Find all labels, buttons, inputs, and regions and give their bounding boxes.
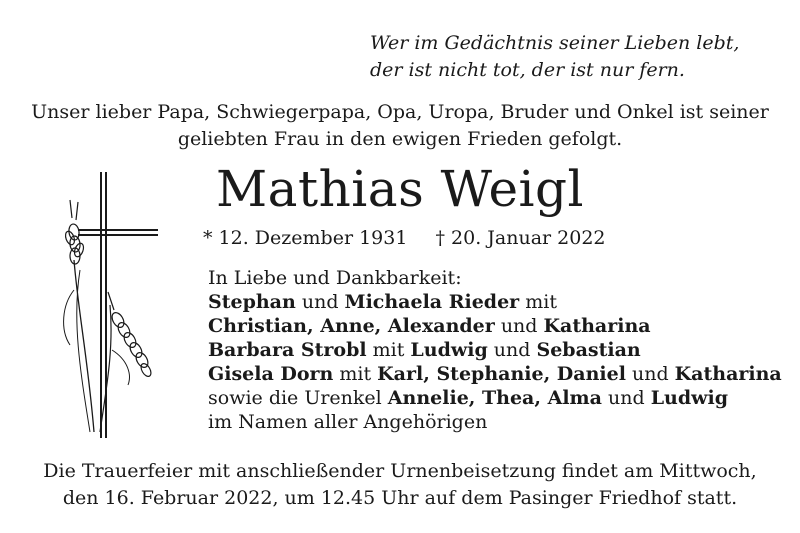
survivor-names: Michaela Rieder [344,291,520,313]
survivors-list [208,266,782,434]
survivor-names: Katharina [543,315,651,337]
deceased-name: Mathias Weigl [215,160,585,218]
connector-text: und [295,291,345,313]
connector-text: und [487,339,537,361]
survivors-closing: im Namen aller Angehörigen [208,411,488,433]
connector-text: sowie die Urenkel [208,387,388,409]
connector-text: und [625,363,675,385]
funeral-line: den 16. Februar 2022, um 12.45 Uhr auf dem Pasinger Friedhof statt. [62,487,738,509]
connector-text: mit [366,339,411,361]
intro-line: geliebten Frau in den ewigen Frieden gefolgt. [177,128,623,150]
survivor-line [208,338,782,362]
connector-text: mit [519,291,557,313]
survivor-names: Annelie, Thea, Alma [387,387,602,409]
survivor-line [208,386,782,410]
connector-text: und [494,315,544,337]
funeral-info [20,458,780,512]
survivor-names: Karl, Stephanie, Daniel [377,363,626,385]
survivor-line [208,314,782,338]
survivor-names: Barbara Strobl [208,339,367,361]
survivor-names: Christian, Anne, Alexander [208,315,495,337]
survivor-line [208,362,782,386]
survivor-names: Ludwig [650,387,729,409]
survivors-heading: In Liebe und Dankbarkeit: [208,267,462,289]
quote-line: Wer im Gedächtnis seiner Lieben lebt, [370,32,740,54]
intro-line: Unser lieber Papa, Schwiegerpapa, Opa, Uropa, Bruder und Onkel ist seiner [31,101,769,123]
survivor-names: Gisela Dorn [208,363,334,385]
survivor-names: Katharina [674,363,782,385]
quote-line: der ist nicht tot, der ist nur fern. [370,59,685,81]
survivor-names: Sebastian [536,339,641,361]
survivor-line [208,290,782,314]
life-dates [203,225,606,252]
memorial-quote [370,30,739,84]
intro-text [20,99,780,153]
birth-date: * 12. Dezember 1931 [203,227,408,249]
funeral-line: Die Trauerfeier mit anschließender Urnenbeisetzung findet am Mittwoch, [43,460,757,482]
connector-text: und [601,387,651,409]
survivor-names: Ludwig [410,339,488,361]
death-date: † 20. Januar 2022 [435,227,606,249]
connector-text: mit [333,363,378,385]
survivor-names: Stephan [208,291,296,313]
